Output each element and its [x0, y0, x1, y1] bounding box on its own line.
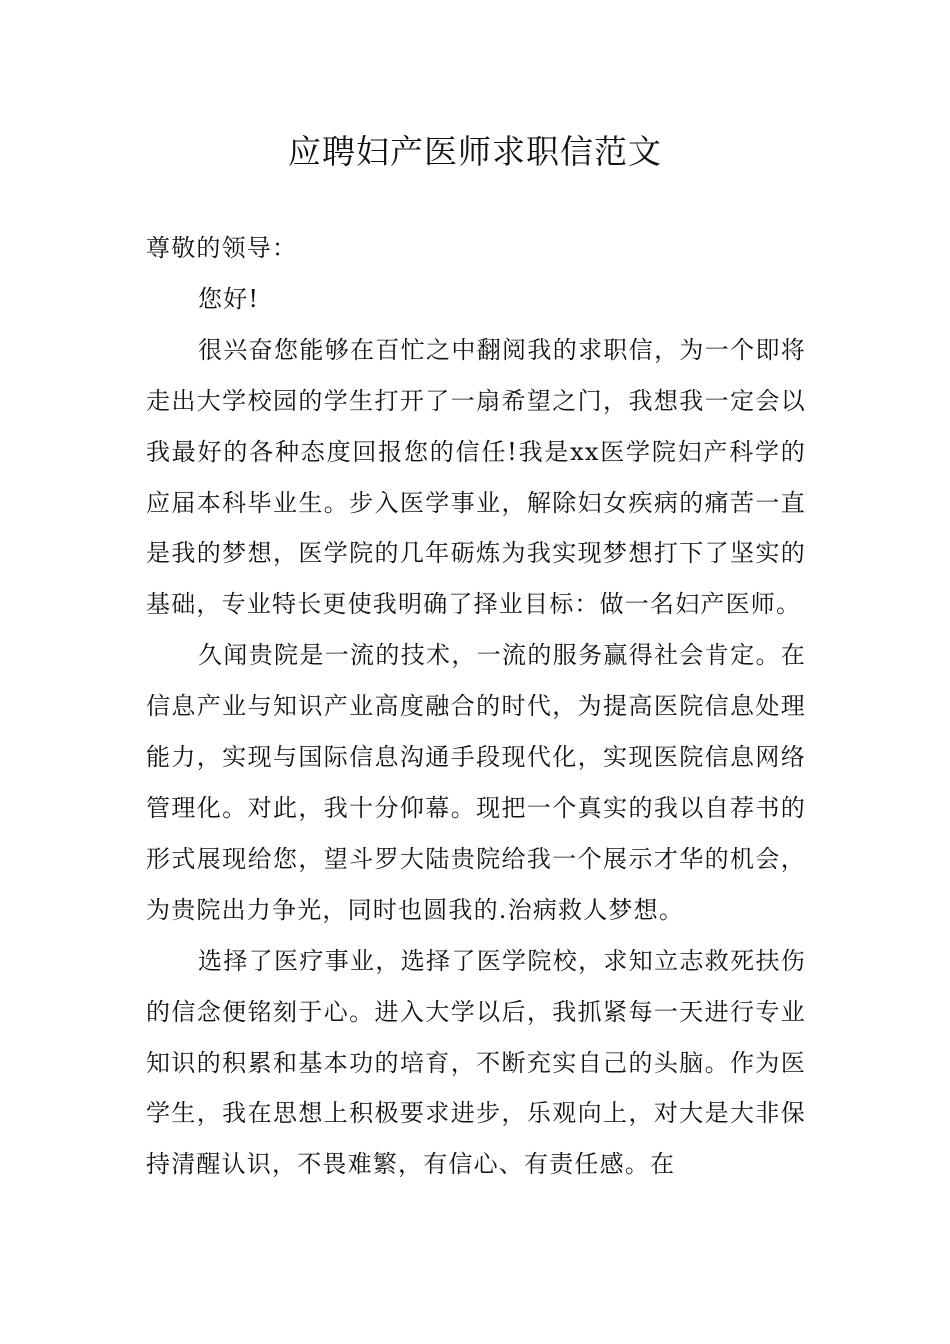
salutation: 尊敬的领导：: [146, 234, 298, 262]
greeting: 您好!: [198, 284, 260, 313]
document-title: 应聘妇产医师求职信范文: [288, 132, 662, 171]
paragraph: 选择了医疗事业，选择了医学院校，求知立志救死扶伤的信念便铭刻于心。进入大学以后，我抓紧每一天进行专业知识的积累和基本功的培育，不断充实自己的头脑。作为医学生，我在思想上积极要求进步，乐观向上，对大是大非保持清醒认识，不畏难繁，有信心、有责任感。在: [146, 946, 806, 1179]
letter-body: [146, 223, 806, 1190]
paragraph: 很兴奋您能够在百忙之中翻阅我的求职信，为一个即将走出大学校园的学生打开了一扇希望之门，我想我一定会以我最好的各种态度回报您的信任!我是xx医学院妇产科学的应届本科毕业生。步入医学事业，解除妇女疾病的痛苦一直是我的梦想，医学院的几年砺炼为我实现梦想打下了坚实的基础，专业特长更使我明确了择业目标：做一名妇产医师。: [146, 335, 806, 619]
paragraph: 久闻贵院是一流的技术，一流的服务赢得社会肯定。在信息产业与知识产业高度融合的时代，为提高医院信息处理能力，实现与国际信息沟通手段现代化，实现医院信息网络管理化。对此，我十分仰幕。现把一个真实的我以自荐书的形式展现给您，望斗罗大陆贵院给我一个展示才华的机会，为贵院出力争光，同时也圆我的.治病救人梦想。: [146, 641, 806, 924]
